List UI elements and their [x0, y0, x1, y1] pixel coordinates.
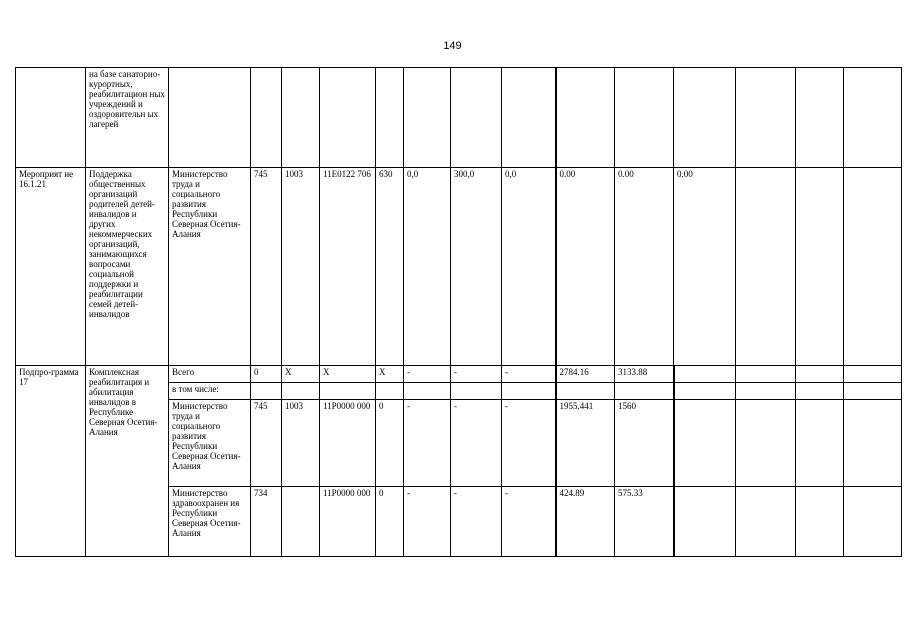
- empty-cell: [451, 383, 502, 400]
- value-cell: [736, 487, 796, 557]
- value-cell: 1955.441: [556, 400, 615, 487]
- empty-cell: [282, 383, 320, 400]
- event-cell: Подпро-грамма 17: [16, 366, 86, 557]
- rzpr-cell: [282, 68, 320, 168]
- value-cell: [844, 168, 902, 366]
- value-cell: [796, 487, 844, 557]
- vr-cell: 0: [376, 400, 404, 487]
- vr-cell: X: [376, 366, 404, 383]
- value-cell: [796, 400, 844, 487]
- rzpr-cell: X: [282, 366, 320, 383]
- csr-cell: [320, 68, 376, 168]
- name-cell: на базе санаторно-курортных, реабилитацион ных учреждений и оздоровительн ых лагерей: [86, 68, 169, 168]
- value-cell: 0.00: [674, 168, 736, 366]
- grbs-cell: 0: [251, 366, 282, 383]
- value-cell: [674, 487, 736, 557]
- rzpr-cell: [282, 487, 320, 557]
- executor-cell: Министерство труда и социального развития Республики Северная Осетия-Алания: [169, 168, 251, 366]
- page-number: 149: [443, 40, 462, 52]
- value-cell: 0,0: [404, 168, 451, 366]
- csr-cell: 11Р0000 000: [320, 487, 376, 557]
- value-cell: 2784.16: [556, 366, 615, 383]
- table-row: [16, 68, 902, 168]
- value-cell: 1560: [615, 400, 674, 487]
- csr-cell: 11Е0122 706: [320, 168, 376, 366]
- rzpr-cell: 1003: [282, 400, 320, 487]
- value-cell: 0.00: [556, 168, 615, 366]
- empty-cell: [320, 383, 376, 400]
- value-cell: -: [502, 366, 556, 383]
- vr-cell: [376, 68, 404, 168]
- executor-cell: Всего: [169, 366, 251, 383]
- value-cell: 0,0: [502, 168, 556, 366]
- value-cell: [615, 68, 674, 168]
- event-cell: Мероприят ие 16.1.21: [16, 168, 86, 366]
- rzpr-cell: 1003: [282, 168, 320, 366]
- empty-cell: [404, 383, 451, 400]
- value-cell: [674, 366, 736, 383]
- value-cell: [796, 366, 844, 383]
- value-cell: [736, 68, 796, 168]
- empty-cell: [251, 383, 282, 400]
- value-cell: [736, 168, 796, 366]
- value-cell: -: [404, 366, 451, 383]
- value-cell: [796, 168, 844, 366]
- value-cell: [736, 400, 796, 487]
- empty-cell: [615, 383, 674, 400]
- value-cell: [796, 68, 844, 168]
- empty-cell: [844, 383, 902, 400]
- empty-cell: [556, 383, 615, 400]
- table-row: [16, 366, 902, 383]
- value-cell: -: [404, 487, 451, 557]
- value-cell: -: [404, 400, 451, 487]
- empty-cell: [376, 383, 404, 400]
- value-cell: [674, 68, 736, 168]
- value-cell: 3133.88: [615, 366, 674, 383]
- grbs-cell: 745: [251, 168, 282, 366]
- csr-cell: 11Р0000 000: [320, 400, 376, 487]
- value-cell: [674, 400, 736, 487]
- vr-cell: 0: [376, 487, 404, 557]
- empty-cell: [796, 383, 844, 400]
- value-cell: [844, 68, 902, 168]
- value-cell: [844, 400, 902, 487]
- value-cell: -: [502, 487, 556, 557]
- value-cell: [556, 68, 615, 168]
- name-cell: Поддержка общественных организаций родителей детей-инвалидов и других некоммерческих организаций, занимающихся вопросами социальной поддержки и реабилитации семей детей-инвалидов: [86, 168, 169, 366]
- value-cell: -: [451, 400, 502, 487]
- budget-table: [15, 67, 902, 557]
- value-cell: 300,0: [451, 168, 502, 366]
- value-cell: 424.89: [556, 487, 615, 557]
- value-cell: -: [451, 487, 502, 557]
- including-cell: в том числе:: [169, 383, 251, 400]
- grbs-cell: 745: [251, 400, 282, 487]
- executor-cell: Министерство труда и социального развития Республики Северная Осетия-Алания: [169, 400, 251, 487]
- empty-cell: [736, 383, 796, 400]
- vr-cell: 630: [376, 168, 404, 366]
- value-cell: -: [502, 400, 556, 487]
- value-cell: [404, 68, 451, 168]
- value-cell: [451, 68, 502, 168]
- value-cell: [844, 487, 902, 557]
- value-cell: 575.33: [615, 487, 674, 557]
- grbs-cell: 734: [251, 487, 282, 557]
- table-row: [16, 168, 902, 366]
- csr-cell: X: [320, 366, 376, 383]
- value-cell: [502, 68, 556, 168]
- empty-cell: [674, 383, 736, 400]
- empty-cell: [502, 383, 556, 400]
- executor-cell: Министерство здравоохранен ия Республики Северная Осетия-Алания: [169, 487, 251, 557]
- grbs-cell: [251, 68, 282, 168]
- name-cell: Комплексная реабилитация и абилитация инвалидов в Республике Северная Осетия-Алания: [86, 366, 169, 557]
- value-cell: [736, 366, 796, 383]
- value-cell: -: [451, 366, 502, 383]
- value-cell: [844, 366, 902, 383]
- value-cell: 0.00: [615, 168, 674, 366]
- executor-cell: [169, 68, 251, 168]
- event-cell: [16, 68, 86, 168]
